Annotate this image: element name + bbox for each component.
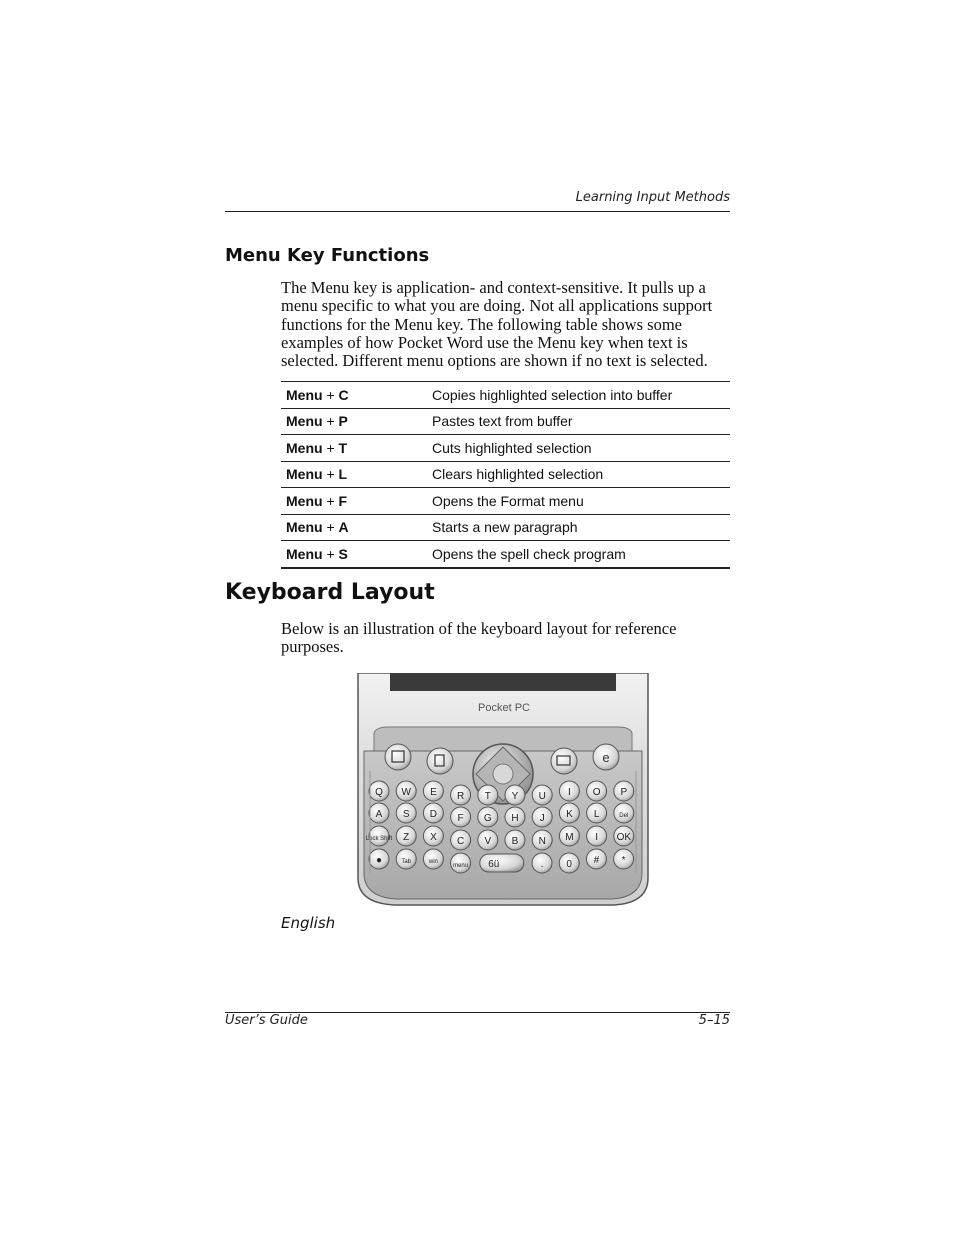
- keyboard-key: [614, 803, 634, 823]
- keyboard-key: [532, 785, 552, 805]
- keyboard-key: [451, 853, 471, 873]
- keyboard-key: [423, 781, 443, 801]
- letter-key-label: F: [338, 492, 348, 509]
- key-label: 6ü: [488, 859, 500, 870]
- device-brand-label: Pocket PC: [478, 702, 530, 714]
- figure-caption: English: [281, 914, 336, 932]
- plus-sign: +: [326, 519, 335, 536]
- plus-sign: +: [326, 439, 335, 456]
- table-row: [281, 514, 730, 541]
- key-label: I: [568, 787, 571, 798]
- keyboard-key: [614, 826, 634, 846]
- menu-key-label: Menu: [286, 492, 323, 509]
- key-label: Del: [619, 813, 629, 819]
- key-label: #: [593, 855, 600, 866]
- plus-sign: +: [326, 492, 335, 509]
- keyboard-key: [532, 830, 552, 850]
- keyboard-key: [396, 781, 416, 801]
- running-header: Learning Input Methods: [575, 190, 730, 205]
- key-label: Q: [375, 787, 383, 798]
- description-cell: Cuts highlighted selection: [432, 439, 592, 456]
- menu-key-label: Menu: [286, 466, 323, 483]
- menu-key-paragraph: The Menu key is application- and context-sensitive. It pulls up a menu specific to what you are doing. Not all applications support functions for the Menu key. The following table shows some examples of how Pocket Word use the Menu key when text is selected. Different menu options are shown if no text is selected.: [281, 278, 713, 371]
- keyboard-key: [532, 853, 552, 873]
- key-label: N: [538, 836, 546, 847]
- footer-guide-title: User’s Guide: [225, 1013, 308, 1028]
- key-combo-cell: [281, 461, 427, 488]
- inbox-button-icon: [551, 748, 577, 774]
- table-row: [281, 435, 730, 462]
- key-label: F: [457, 813, 464, 824]
- keyboard-key: [396, 849, 416, 869]
- keyboard-key: [559, 853, 579, 873]
- description-cell: Clears highlighted selection: [432, 466, 604, 483]
- pocket-pc-keyboard-illustration: [354, 673, 652, 907]
- key-label: W: [401, 787, 411, 798]
- menu-key-label: Menu: [286, 545, 323, 562]
- keyboard-key: [532, 807, 552, 827]
- keyboard-key: [478, 785, 498, 805]
- keyboard-key: [369, 781, 389, 801]
- key-label: ●: [375, 855, 383, 866]
- header-rule: [225, 211, 730, 212]
- keyboard-key: [587, 803, 607, 823]
- key-label: T: [484, 791, 491, 802]
- keyboard-key: [423, 849, 443, 869]
- key-label: C: [456, 836, 465, 847]
- keyboard-key: [505, 785, 525, 805]
- keyboard-key: [478, 807, 498, 827]
- menu-key-functions-heading: Menu Key Functions: [225, 245, 430, 266]
- menu-key-table: [281, 381, 730, 569]
- keyboard-key: [587, 781, 607, 801]
- table-row: [281, 408, 730, 435]
- key-label: Tab: [401, 859, 412, 865]
- key-label: K: [566, 809, 573, 820]
- plus-sign: +: [326, 413, 335, 430]
- calendar-button-icon: [385, 744, 411, 770]
- description-cell: Starts a new paragraph: [432, 519, 578, 536]
- key-label: *: [621, 855, 626, 866]
- letter-key-label: C: [338, 386, 349, 403]
- key-combo-cell: [281, 488, 427, 515]
- table-row: [281, 461, 730, 488]
- menu-key-label: Menu: [286, 439, 323, 456]
- keyboard-key: [559, 781, 579, 801]
- key-combo-cell: [281, 382, 427, 409]
- key-combo-cell: [281, 435, 427, 462]
- keyboard-key: [451, 830, 471, 850]
- key-label: Z: [403, 832, 410, 843]
- key-combo-cell: [281, 408, 427, 435]
- keyboard-key: [396, 803, 416, 823]
- keyboard-key: [614, 849, 634, 869]
- key-label: L: [593, 809, 600, 820]
- key-label: H: [511, 813, 519, 824]
- key-label: U: [538, 791, 546, 802]
- keyboard-key: [423, 826, 443, 846]
- plus-sign: +: [326, 466, 335, 483]
- keyboard-key: [505, 807, 525, 827]
- key-label: B: [511, 836, 519, 847]
- keyboard-key: [451, 807, 471, 827]
- page-number: 5–15: [698, 1013, 730, 1028]
- key-label: R: [456, 791, 465, 802]
- key-combo-cell: [281, 541, 427, 568]
- letter-key-label: P: [338, 413, 348, 430]
- description-cell: Copies highlighted selection into buffer: [432, 386, 673, 403]
- letter-key-label: T: [338, 439, 348, 456]
- menu-key-label: Menu: [286, 386, 323, 403]
- keyboard-key: [559, 826, 579, 846]
- svg-text:e: e: [602, 750, 610, 765]
- keyboard-key: [396, 826, 416, 846]
- key-label: win: [428, 859, 438, 865]
- menu-key-label: Menu: [286, 519, 323, 536]
- description-cell: Opens the Format menu: [432, 492, 584, 509]
- description-cell: Opens the spell check program: [432, 545, 626, 562]
- key-label: OK: [616, 832, 632, 843]
- table-row: [281, 382, 730, 409]
- key-label: G: [483, 813, 492, 824]
- key-label: Y: [511, 791, 519, 802]
- keyboard-key: [369, 803, 389, 823]
- key-label: menu: [453, 863, 469, 869]
- table-row: [281, 541, 730, 568]
- letter-key-label: S: [338, 545, 348, 562]
- keyboard-key: [586, 849, 606, 869]
- keyboard-layout-paragraph: Below is an illustration of the keyboard layout for reference purposes.: [281, 619, 677, 657]
- plus-sign: +: [326, 545, 335, 562]
- description-cell: Pastes text from buffer: [432, 413, 573, 430]
- key-label: X: [430, 832, 437, 843]
- keyboard-key: [480, 854, 524, 872]
- device-screen: [390, 673, 616, 691]
- keyboard-key: [451, 785, 471, 805]
- key-label: A: [375, 809, 383, 820]
- letter-key-label: A: [338, 519, 349, 536]
- keyboard-key: [478, 830, 498, 850]
- keyboard-key: [559, 803, 579, 823]
- key-label: J: [539, 813, 545, 824]
- menu-key-label: Menu: [286, 413, 323, 430]
- key-label: .: [540, 859, 544, 870]
- plus-sign: +: [326, 386, 335, 403]
- key-label: Lock Shift: [365, 836, 393, 842]
- contacts-button-icon: [427, 748, 453, 774]
- keyboard-key: [505, 830, 525, 850]
- key-label: O: [592, 787, 601, 798]
- key-label: 0: [566, 859, 572, 870]
- keyboard-key: [423, 803, 443, 823]
- key-combo-cell: [281, 514, 427, 541]
- key-label: M: [565, 832, 574, 843]
- letter-key-label: L: [338, 466, 348, 483]
- key-label: E: [430, 787, 437, 798]
- key-label: I: [595, 832, 598, 843]
- keyboard-key: [587, 826, 607, 846]
- keyboard-layout-heading: Keyboard Layout: [225, 580, 435, 605]
- keyboard-key: [369, 849, 389, 869]
- keyboard-key: [614, 781, 634, 801]
- key-label: D: [429, 809, 438, 820]
- table-row: [281, 488, 730, 515]
- key-label: P: [620, 787, 628, 798]
- key-label: V: [484, 836, 492, 847]
- key-label: S: [402, 809, 410, 820]
